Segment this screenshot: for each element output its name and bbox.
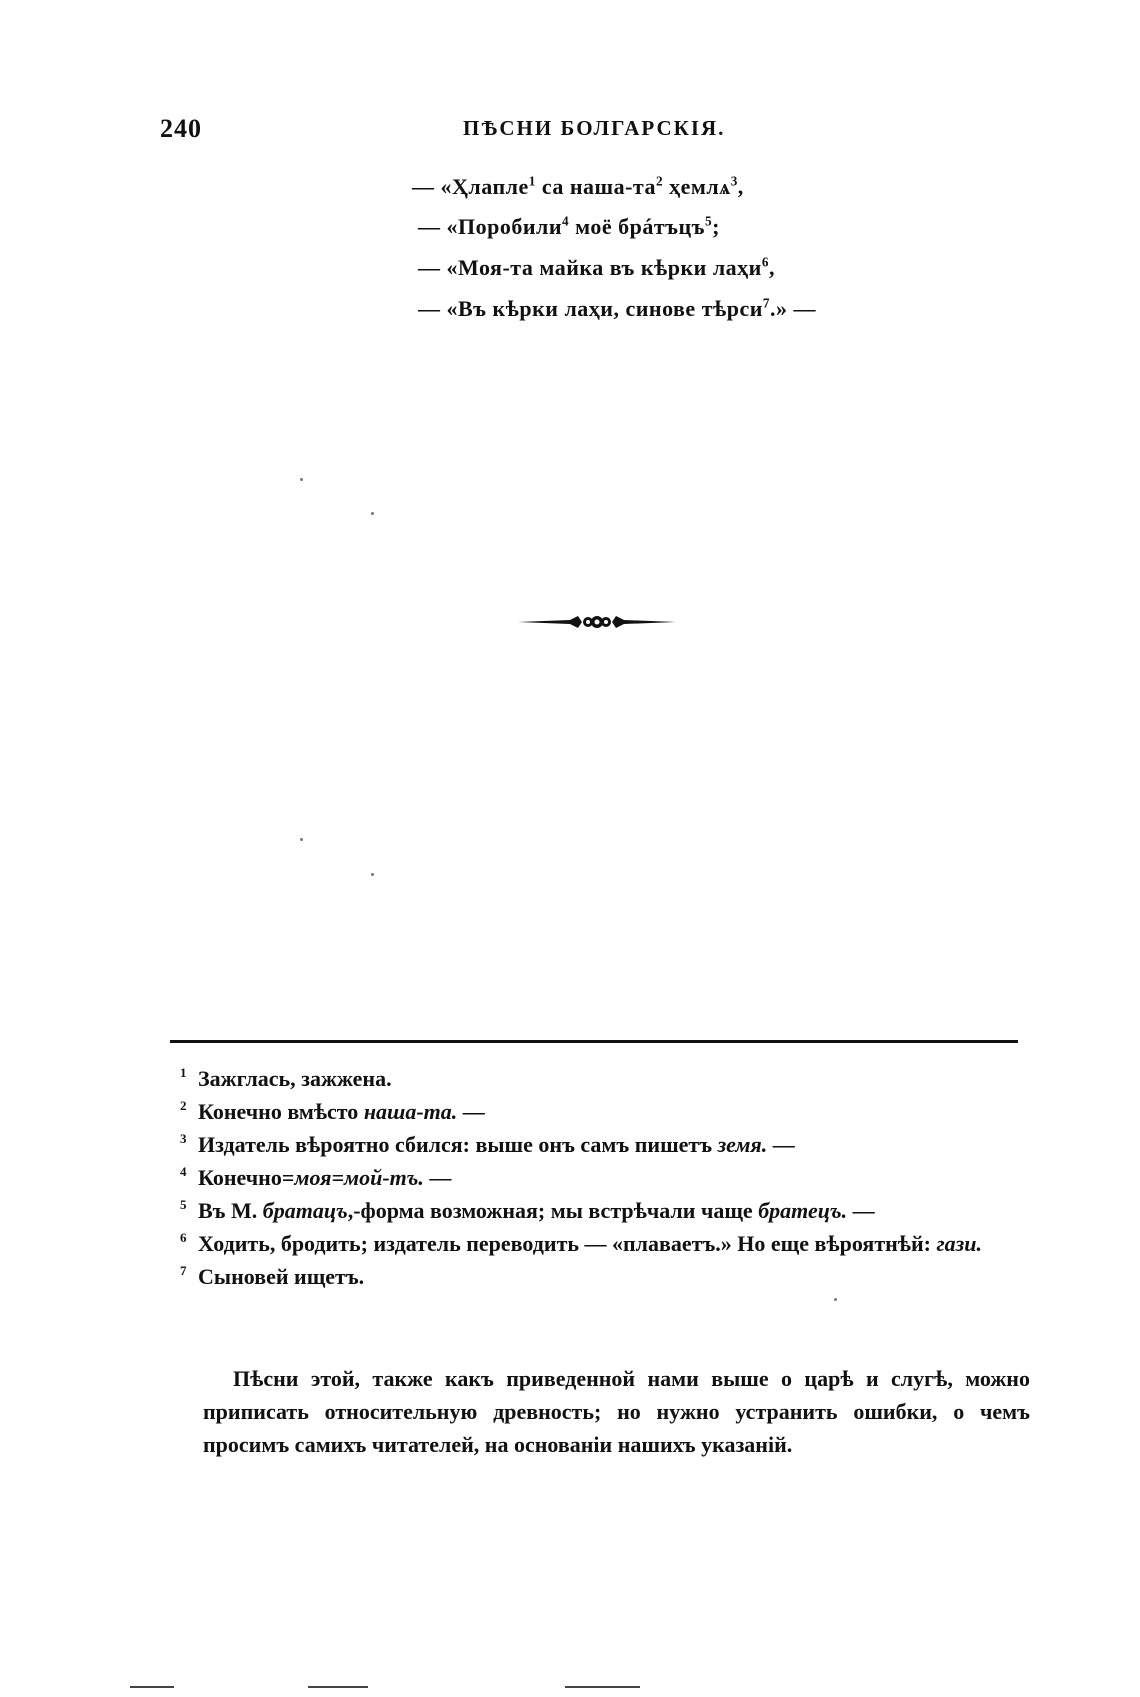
footnote-item [180,1260,1030,1293]
footnote-ref: 2 [656,173,664,189]
verse-dash: — « [412,174,452,199]
footnote-number: 5 [180,1197,187,1212]
italic-word: братецъ. [758,1198,848,1223]
text-run: Ходить, бродить; издатель переводить — «плаваетъ.» Но еще вѣроятнѣй: [198,1231,937,1256]
footnote-item [180,1095,1030,1128]
footnote-number: 6 [180,1230,187,1245]
footnote-number: 4 [180,1164,187,1179]
commentary-paragraph: Пѣсни этой, также какъ приведенной нами выше о царѣ и слугѣ, можно приписать относительную древность; но нужно устранить ошибки, о чемъ просимъ самихъ читателей, на основаніи нашихъ указаній. [203,1366,1030,1457]
footnote-number: 2 [180,1098,187,1113]
text-run: , [768,255,775,280]
bottom-rule-mark [130,1686,174,1688]
footnote-item [180,1062,1030,1095]
footnote-item [180,1227,1030,1260]
verse-line [412,174,744,200]
text-run: са наша-та [535,174,657,199]
bottom-rule-mark [565,1686,640,1688]
footnote-text [198,1227,1030,1260]
footnote-text [198,1062,1030,1095]
print-speck [371,512,374,515]
text-run: Зажглась, зажжена. [198,1066,392,1091]
italic-word: гази. [936,1231,982,1256]
text-run: Моя-та майка въ кѣрки лаҳи [458,255,762,280]
text-run: Издатель вѣроятно сбился: выше онъ самъ пишетъ [198,1132,718,1157]
text-run: Поробили [458,214,563,239]
footnote-item [180,1194,1030,1227]
footnote-item [180,1161,1030,1194]
text-run: — [423,1165,452,1190]
verse-dash: — « [418,255,458,280]
text-run: Конечно вмѣсто [198,1099,364,1124]
footnote-text [198,1128,1030,1161]
italic-word: наша-та. [363,1099,458,1124]
footnote-ref: 1 [528,173,536,189]
footnote-text [198,1095,1030,1128]
footnote-text [198,1194,1030,1227]
verse-dash: — « [418,214,458,239]
text-run: Конечно= [198,1165,295,1190]
print-speck [371,873,374,876]
footnote-ref: 5 [704,213,713,229]
ornament-divider [518,610,676,634]
text-run: — [457,1099,485,1124]
text-run: Въ кѣрки лаҳи, синове тѣрси [458,296,763,321]
text-run: Ҳлапле [452,174,529,199]
verse-dash: — « [418,296,458,321]
text-run: Въ М. [198,1198,263,1223]
print-speck [300,478,303,481]
text-run: , [737,174,744,199]
footnote-text [198,1161,1030,1194]
print-speck [300,838,303,841]
footnote-rule [170,1040,1018,1043]
print-speck [834,1298,837,1301]
footnote-number: 1 [180,1065,187,1080]
page-number: 240 [160,114,202,143]
footnote-ref: 4 [562,213,570,229]
text-run: — [847,1198,875,1223]
italic-word: моя=мой-тъ. [294,1165,424,1190]
bottom-rule-mark [308,1686,368,1688]
text-run: ; [712,214,720,239]
footnote-item [180,1128,1030,1161]
verse-line [418,214,720,240]
verse-line [418,255,775,281]
footnote-ref: 7 [762,295,770,311]
text-run: ,-форма возможная; мы встрѣчали чаще [347,1198,759,1223]
footnotes [180,1062,1030,1293]
footnote-number: 3 [180,1131,187,1146]
running-title: ПѢСНИ БОЛГАРСКІЯ. [463,116,726,140]
footnote-ref: 3 [730,173,738,189]
text-run: моё брáтъцъ [569,214,705,239]
footnote-ref: 6 [761,254,769,270]
text-run: .» — [769,296,816,321]
italic-word: братацъ [262,1198,348,1223]
footnote-number: 7 [180,1263,187,1278]
italic-word: земя. [717,1132,768,1157]
footnote-text [198,1260,1030,1293]
text-run: ҳемлѧ [663,174,731,199]
verse-line [418,296,816,322]
text-run: Сыновей ищетъ. [198,1264,365,1289]
text-run: — [767,1132,795,1157]
